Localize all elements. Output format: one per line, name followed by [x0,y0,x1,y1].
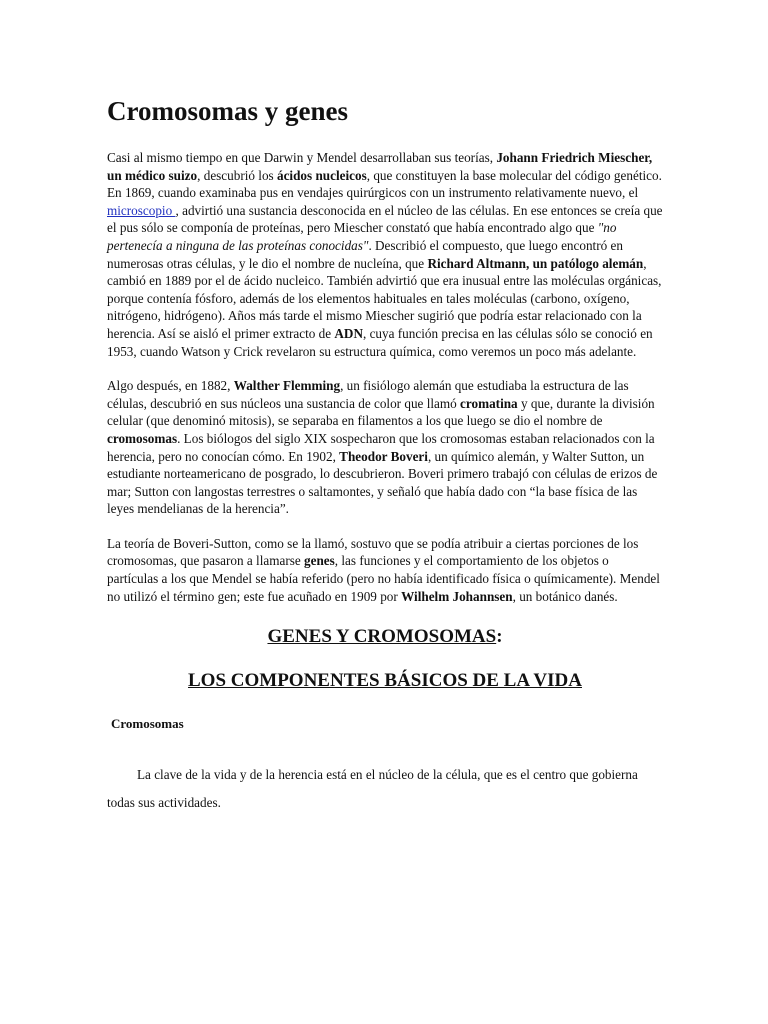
text-run: . Los biólogos del siglo XIX sospecharon que los cromosomas estaban relacionados con la herencia, pero no conocían cómo. En 1902, [107,430,655,464]
paragraph-flemming [107,377,663,518]
heading-text: LOS COMPONENTES BÁSICOS DE LA VIDA [188,670,582,692]
bold-run: ácidos nucleicos [276,167,367,183]
heading-colon: : [496,626,503,648]
text-run: Casi al mismo tiempo en que Darwin y Mendel desarrollaban sus teorías, [107,150,497,165]
text-run: , cambió en 1889 por el de ácido nucleico. También advirtió que era inusual entre las moléculas orgánicas, porque contenía fósforo, además de los elementos habituales en tales moléculas (carbono, oxígeno, nitrógeno, hidrógeno). Años más tarde el mismo Miescher sugirió que podría estar relacionado con la herencia. Así se aisló el primer extracto de [107,255,662,341]
bold-run: cromosomas [107,430,178,446]
bold-run: Richard Altmann, un patólogo alemán [427,255,644,271]
heading-text: GENES Y CROMOSOMAS [267,626,497,648]
page-title: Cromosomas y genes [107,96,348,126]
bold-run: Johann Friedrich Miescher, un médico suizo [107,150,653,183]
bold-run: cromatina [460,395,518,411]
text-run: , advirtió una sustancia desconocida en el núcleo de las células. En ese entonces se creía que el pus sólo se componía de proteínas, pero Miescher constató que había encontrado algo que [107,202,663,236]
text-run: , un botánico danés. [512,588,618,604]
paragraph-boveri-sutton [107,535,663,605]
text-run: , cuya función precisa en las células sólo se conoció en 1953, cuando Watson y Crick revelaron su estructura química, como veremos un poco más adelante. [107,325,653,359]
paragraph-nucleo: La clave de la vida y de la herencia está en el núcleo de la célula, que es el centro que gobierna todas sus actividades. [107,767,638,811]
text-run: Algo después, en 1882, [107,378,234,394]
text-run: , un fisiólogo alemán que estudiaba la estructura de las células, descubrió en sus núcleos una sustancia de color que llamó [107,378,629,411]
italic-quote: "no pertenecía a ninguna de las proteínas conocidas" [107,220,617,253]
bold-run: Wilhelm Johannsen [401,588,513,604]
text-run: y que, durante la división celular (que denominó mitosis), se separaba en filamentos a los que luego se dio el nombre de [107,395,655,429]
bold-run: ADN [334,325,363,341]
subheading-cromosomas: Cromosomas [111,716,184,732]
text-run: , un químico alemán, y Walter Sutton, un estudiante norteamericano de posgrado, lo descubrieron. Boveri primero trabajó con células de erizos de mar; Sutton con langostas terrestres o saltamontes, y señaló que había dado con “la base física de las leyes mendelianas de la herencia”. [107,448,658,517]
section-heading-componentes [107,669,663,693]
text-run: , que constituyen la base molecular del código genético. En 1869, cuando examinaba pus en vendajes quirúrgicos con un instrumento relativamente nuevo, el [107,167,662,201]
bold-run: Walther Flemming [233,378,341,394]
microscopio-link[interactable]: microscopio [107,202,176,218]
text-run: , descubrió los [197,167,277,183]
bold-run: genes [304,553,335,569]
paragraph-miescher [107,149,663,360]
document-content [107,93,663,817]
text-run: , las funciones y el comportamiento de los objetos o partículas a los que Mendel se había referido (pero no había identificado física o químicamente). Mendel no utilizó el término gen; este fue acuñado en 1909 por [107,553,660,604]
bold-run: Theodor Boveri [339,448,428,464]
text-run: La teoría de Boveri-Sutton, como se la llamó, sostuvo que se podía atribuir a ciertas porciones de los cromosomas, que pasaron a llamarse [107,535,639,569]
section-heading-genes [107,625,663,649]
text-run: . Describió el compuesto, que luego encontró en numerosas otras células, y le dio el nombre de nucleína, que [107,237,623,271]
